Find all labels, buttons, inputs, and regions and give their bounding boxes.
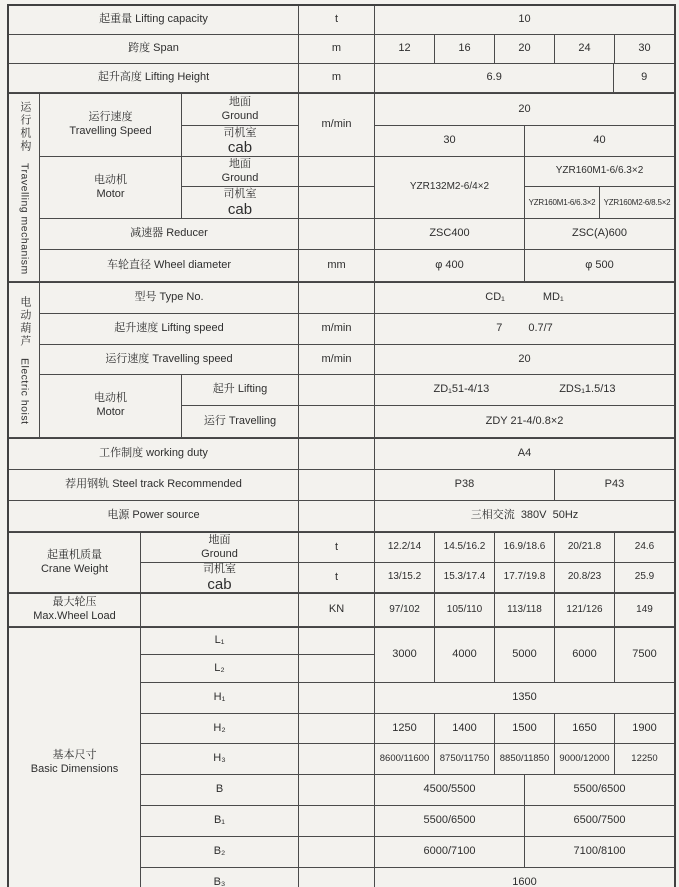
row-h2 [141, 714, 674, 744]
hoist-motor-label [40, 375, 182, 438]
lifting-height-last: 9 [614, 64, 674, 93]
working-duty-label: 工作制度 working duty [9, 439, 299, 470]
hoist-travelling-speed-unit: m/min [299, 345, 375, 375]
sublabel-cn: 司机室 [203, 563, 236, 576]
hoist-motor-travelling-sublabel: 运行 Travelling [182, 406, 299, 438]
b3-value: 1600 [512, 876, 537, 887]
label-en: Basic Dimensions [30, 763, 119, 775]
row-hoist-motor [40, 375, 674, 438]
motor-left-value: YZR132M2-6/4×2 [375, 157, 525, 219]
l2-sublabel: L₂ [141, 655, 299, 683]
row-b3 [141, 868, 674, 887]
l-value: 4000 [435, 628, 495, 683]
motor-right-values [525, 157, 674, 219]
max-wheel-load-sublabel [141, 594, 299, 627]
section-label-en: Travelling mechanism [18, 162, 31, 275]
motor-label [40, 157, 182, 219]
section-crane-weight [9, 532, 674, 593]
crane-weight-units [299, 533, 375, 593]
electric-hoist-section-label [9, 283, 40, 438]
h2-unit [299, 714, 375, 744]
label-en: Max.Wheel Load [33, 610, 116, 622]
crane-weight-value: 17.7/19.8 [495, 563, 555, 593]
hoist-lifting-speed-unit: m/min [299, 314, 375, 345]
motor-right-bottom [525, 187, 674, 219]
wheel-diameter-left: φ 400 [375, 250, 525, 282]
row-steel-track [9, 470, 674, 501]
crane-weight-value: 16.9/18.6 [495, 533, 555, 563]
sublabel-cn: 地面 [229, 95, 251, 108]
span-value: 24 [555, 35, 615, 64]
crane-weight-value: 20.8/23 [555, 563, 615, 593]
b1-unit [299, 806, 375, 837]
span-value: 12 [375, 35, 435, 64]
crane-weight-label [9, 533, 141, 593]
max-wheel-load-label [9, 594, 141, 627]
max-wheel-load-value: 149 [615, 594, 674, 627]
row-h1 [141, 683, 674, 714]
label-cn: 起重机质量 [47, 548, 102, 561]
hoist-motor-values [375, 375, 674, 438]
motor-right-bottom-left: YZR160M1-6/6.3×2 [525, 187, 600, 219]
speed-cab-right: 40 [525, 126, 674, 157]
sublabel-cn: 司机室 [223, 188, 257, 201]
wheel-diameter-right: φ 500 [525, 250, 674, 282]
spec-table [7, 4, 676, 887]
speed-cab-values [375, 126, 674, 157]
basic-dimensions-label [9, 628, 141, 887]
type-no-b: MD₁ [542, 291, 564, 304]
h3-sublabel: H₃ [141, 744, 299, 775]
lifting-speed-b: 0.7/7 [528, 322, 553, 335]
sublabel-en: cab [207, 575, 232, 593]
sublabel-cn: 地面 [208, 533, 231, 546]
type-no-unit [299, 283, 375, 314]
h3-value: 8750/11750 [435, 744, 495, 775]
crane-weight-unit-ground: t [299, 533, 375, 563]
span-unit: m [299, 35, 375, 64]
motor-right-top: YZR160M1-6/6.3×2 [525, 157, 674, 187]
h1-unit [299, 683, 375, 714]
speed-cab-sublabel [182, 126, 299, 157]
sublabel-en: Ground [221, 109, 259, 122]
steel-track-label: 荐用钢轨 Steel track Recommended [9, 470, 299, 501]
row-b1 [141, 806, 674, 837]
max-wheel-load-unit: KN [299, 594, 375, 627]
h3-value: 9000/12000 [555, 744, 615, 775]
travelling-mechanism-section-label [9, 94, 40, 282]
row-type-no [40, 283, 674, 314]
electric-hoist-rows [40, 283, 674, 438]
motor-unit-cab [299, 187, 375, 219]
hoist-motor-sublabels [182, 375, 299, 438]
span-value: 16 [435, 35, 495, 64]
power-source-value: 三相交流 380V 50Hz [375, 501, 674, 532]
crane-weight-value: 13/15.2 [375, 563, 435, 593]
crane-weight-ground-row [375, 533, 674, 563]
h2-value: 1900 [615, 714, 674, 744]
motor-unit-cells [299, 157, 375, 219]
b2-sublabel: B₂ [141, 837, 299, 868]
hoist-lifting-speed-value [375, 314, 674, 345]
working-duty-unit [299, 439, 375, 470]
vertical-label [17, 296, 31, 425]
label-cn: 运行速度 [88, 111, 133, 124]
sublabel-cn: 地面 [229, 157, 251, 170]
crane-weight-value: 14.5/16.2 [435, 533, 495, 563]
row-hoist-lifting-speed [40, 314, 674, 345]
steel-track-left: P38 [375, 470, 555, 501]
label-cn: 基本尺寸 [52, 749, 97, 762]
h2-value: 1250 [375, 714, 435, 744]
max-wheel-load-value: 121/126 [555, 594, 615, 627]
row-lifting-height [9, 64, 674, 93]
label-en: Crane Weight [40, 562, 109, 575]
hoist-motor-lifting-a: ZD₁51-4/13 [433, 383, 490, 396]
crane-weight-value: 15.3/17.4 [435, 563, 495, 593]
crane-weight-value: 20/21.8 [555, 533, 615, 563]
type-no-value [375, 283, 674, 314]
hoist-travelling-speed-label: 运行速度 Travelling speed [40, 345, 299, 375]
label-cn: 最大轮压 [52, 596, 97, 609]
steel-track-right: P43 [555, 470, 674, 501]
reducer-unit [299, 219, 375, 250]
row-reducer [40, 219, 674, 250]
b3-sublabel: B₃ [141, 868, 299, 887]
working-duty-value: A4 [375, 439, 674, 470]
row-lifting-capacity [9, 6, 674, 35]
hoist-motor-unit-travelling [299, 406, 375, 438]
row-b [141, 775, 674, 806]
row-travelling-speed [40, 94, 674, 157]
max-wheel-load-value: 105/110 [435, 594, 495, 627]
sublabel-cn: 司机室 [223, 126, 257, 139]
motor-unit-ground [299, 157, 375, 187]
h2-value: 1500 [495, 714, 555, 744]
b2-right: 7100/8100 [525, 837, 674, 868]
section-label-cn: 运行机构 [18, 100, 31, 153]
section-label-cn: 电动葫芦 [18, 295, 31, 348]
b3-unit [299, 868, 375, 887]
label-en: Motor [96, 187, 125, 200]
power-source-label: 电源 Power source [9, 501, 299, 532]
speed-ground-value: 20 [375, 94, 674, 126]
crane-weight-value: 12.2/14 [375, 533, 435, 563]
basic-dimensions-rows [141, 628, 674, 887]
span-value: 30 [615, 35, 674, 64]
speed-sublabels [182, 94, 299, 157]
reducer-label: 减速器 Reducer [40, 219, 299, 250]
power-source-unit [299, 501, 375, 532]
sublabel-en: cab [227, 200, 253, 218]
lifting-capacity-value: 10 [375, 6, 674, 35]
l-value: 6000 [555, 628, 615, 683]
b-left: 4500/5500 [375, 775, 525, 806]
row-span [9, 35, 674, 64]
row-b2 [141, 837, 674, 868]
sublabel-en: Ground [221, 171, 259, 184]
hoist-motor-unit-cells [299, 375, 375, 438]
b1-right: 6500/7500 [525, 806, 674, 837]
crane-weight-value: 25.9 [615, 563, 674, 593]
sublabel-en: cab [227, 139, 253, 157]
row-working-duty [9, 438, 674, 470]
lifting-speed-a: 7 [496, 322, 503, 335]
wheel-diameter-unit: mm [299, 250, 375, 282]
row-h3 [141, 744, 674, 775]
lifting-height-main: 6.9 [375, 64, 614, 93]
sublabel-en: Ground [201, 547, 238, 560]
type-no-a: CD₁ [485, 291, 505, 304]
lifting-capacity-unit: t [299, 6, 375, 35]
l-value: 7500 [615, 628, 674, 683]
b-sublabel: B [141, 775, 299, 806]
l-value: 5000 [495, 628, 555, 683]
crane-weight-ground-sublabel [141, 533, 299, 563]
h3-unit [299, 744, 375, 775]
section-basic-dimensions [9, 627, 674, 887]
speed-ground-sublabel [182, 94, 299, 126]
row-max-wheel-load [9, 593, 674, 627]
l2-unit [299, 655, 375, 683]
row-power-source [9, 501, 674, 532]
h2-value: 1400 [435, 714, 495, 744]
speed-values [375, 94, 674, 157]
h2-value: 1650 [555, 714, 615, 744]
h3-value: 8850/11850 [495, 744, 555, 775]
b-right: 5500/6500 [525, 775, 674, 806]
row-travelling-motor [40, 157, 674, 219]
section-electric-hoist [9, 282, 674, 438]
motor-sublabels [182, 157, 299, 219]
motor-ground-sublabel [182, 157, 299, 187]
vertical-label [17, 101, 31, 275]
lifting-height-unit: m [299, 64, 375, 93]
hoist-motor-lifting-b: ZDS₁1.5/13 [559, 383, 616, 396]
b-unit [299, 775, 375, 806]
label-cn: 电动机 [94, 173, 127, 186]
row-l1-l2 [141, 628, 674, 683]
travelling-mechanism-rows [40, 94, 674, 282]
speed-unit: m/min [299, 94, 375, 157]
l-values [375, 628, 674, 683]
crane-weight-unit-cab: t [299, 563, 375, 593]
section-label-en: Electric hoist [18, 357, 31, 425]
row-wheel-diameter [40, 250, 674, 282]
lifting-capacity-label: 起重量 Lifting capacity [9, 6, 299, 35]
h3-value: 8600/11600 [375, 744, 435, 775]
label-en: Travelling Speed [69, 125, 152, 137]
reducer-right: ZSC(A)600 [525, 219, 674, 250]
hoist-motor-unit-lifting [299, 375, 375, 406]
b1-sublabel: B₁ [141, 806, 299, 837]
hoist-motor-lifting-sublabel: 起升 Lifting [182, 375, 299, 406]
span-value: 20 [495, 35, 555, 64]
crane-weight-value: 24.6 [615, 533, 674, 563]
l-sublabels [141, 628, 299, 683]
hoist-motor-travelling-value: ZDY 21-4/0.8×2 [375, 406, 674, 438]
crane-weight-cab-sublabel [141, 563, 299, 593]
crane-weight-cab-row [375, 563, 674, 593]
motor-cab-sublabel [182, 187, 299, 219]
l-value: 3000 [375, 628, 435, 683]
crane-weight-sublabels [141, 533, 299, 593]
label-en: Motor [96, 406, 125, 418]
hoist-travelling-speed-value: 20 [375, 345, 674, 375]
l1-unit [299, 628, 375, 655]
travelling-speed-label [40, 94, 182, 157]
label-cn: 电动机 [94, 392, 127, 405]
motor-values [375, 157, 674, 219]
row-hoist-travelling-speed [40, 345, 674, 375]
l1-sublabel: L₁ [141, 628, 299, 655]
max-wheel-load-value: 113/118 [495, 594, 555, 627]
max-wheel-load-value: 97/102 [375, 594, 435, 627]
wheel-diameter-label: 车轮直径 Wheel diameter [40, 250, 299, 282]
b2-left: 6000/7100 [375, 837, 525, 868]
h3-value: 12250 [615, 744, 674, 775]
b1-left: 5500/6500 [375, 806, 525, 837]
motor-right-bottom-right: YZR160M2-6/8.5×2 [600, 187, 674, 219]
h2-sublabel: H₂ [141, 714, 299, 744]
reducer-left: ZSC400 [375, 219, 525, 250]
l-units [299, 628, 375, 683]
hoist-motor-lifting-value [375, 375, 674, 406]
lifting-height-label: 起升高度 Lifting Height [9, 64, 299, 93]
crane-weight-values [375, 533, 674, 593]
h1-sublabel: H₁ [141, 683, 299, 714]
h1-value: 1350 [375, 683, 674, 714]
speed-cab-left: 30 [375, 126, 525, 157]
type-no-label: 型号 Type No. [40, 283, 299, 314]
span-label: 跨度 Span [9, 35, 299, 64]
hoist-lifting-speed-label: 起升速度 Lifting speed [40, 314, 299, 345]
section-travelling-mechanism [9, 93, 674, 282]
b2-unit [299, 837, 375, 868]
steel-track-unit [299, 470, 375, 501]
